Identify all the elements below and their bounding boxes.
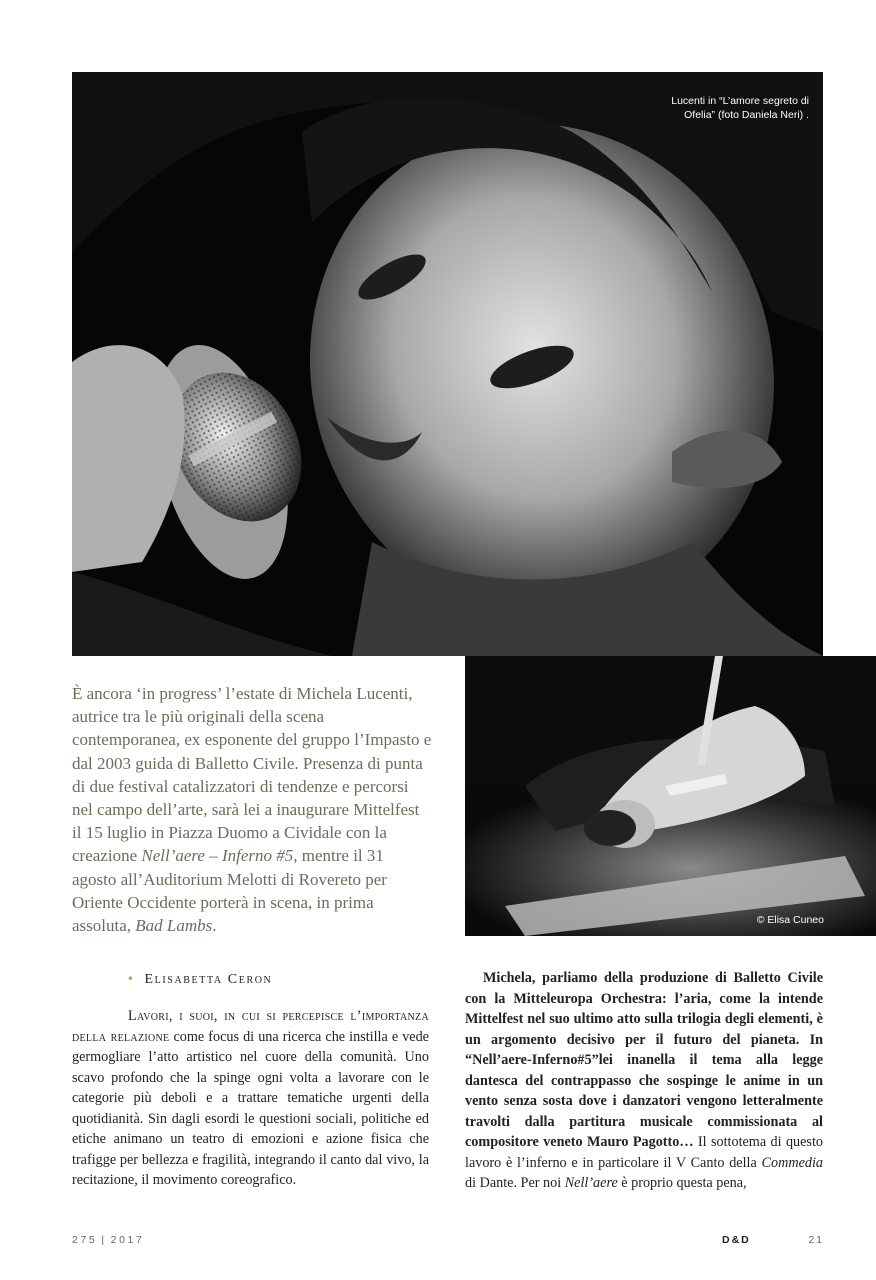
photo-caption: Lucenti in “L’amore segreto di Ofelia” (foto Daniela Neri) . [671,95,809,121]
article-right-column [465,968,823,1194]
secondary-photo-art [465,656,876,936]
footer-issue [72,1234,144,1246]
interview-answer-title: Commedia [761,1154,823,1171]
page-number: 21 [808,1234,824,1246]
footer-separator: | [101,1234,107,1246]
article-left-column [72,1006,429,1191]
issue-number: 275 [72,1234,98,1246]
intro-text-1: È ancora ‘in progress’ l’estate di Michela Lucenti, autrice tra le più originali della scena contemporanea, ex esponente del gruppo l’Impasto e dal 2003 guida di Balletto Civile. Presenza di punta di due festival catalizzatori di tendenze e percorsi nel campo dell’arte, sarà lei a inaugurare Mittelfest il 15 luglio in Piazza Duomo a Cividale con la creazione [72,684,432,866]
intro-title-1: Nell’aere – Inferno #5, [141,846,298,866]
author-name: Elisabetta Ceron [144,972,273,987]
magazine-name: D&D [722,1234,751,1246]
intro-title-2: Bad Lambs [135,916,213,936]
intro-text-3: . [212,916,217,936]
intro-text-2: mentre il 31 agosto all’Auditorium Melotti di Rovereto per Oriente Occidente porterà in scena, in prima assoluta, [72,846,387,936]
article-lead: Lavori, i suoi, in cui si percepisce l’importanza della relazione [72,1008,429,1045]
byline-bullet-icon: • [128,972,135,987]
interview-answer-title-2: Nell’aere [564,1175,618,1191]
secondary-photo [465,656,876,936]
interview-answer-1: Il sottotema di questo lavoro è l’inferno e in particolare il V Canto della [465,1134,823,1171]
photo-credit: © Elisa Cuneo [756,914,824,926]
interview-answer-3: è proprio questa pena, [617,1175,747,1191]
interview-question: Michela, parliamo della produzione di Balletto Civile con la Mitteleuropa Orchestra: l’aria, come la intende Mittelfest nel suo ultimo atto sulla trilogia degli elementi, è un argomento decisivo per il futuro del pianeta. In “Nell’aere-Inferno#5”lei inanella il tema alla legge dantesca del contrappasso che sospinge le anime in un vento senza sosta dove i danzatori vengono letteralmente travolti dalla partitura musicale commissionata al compositore veneto Mauro Pagotto… [465,970,823,1150]
main-photo-art [72,72,823,656]
intro-paragraph [72,682,432,937]
byline [128,972,272,988]
issue-year: 2017 [110,1234,145,1246]
article-left-body: come focus di una ricerca che instilla e vede germogliare l’atto artistico nel cuore della comunità. Uno scavo profondo che la spinge ogni volta a lavorare con le categorie più deboli e a trattare tematiche urgenti della quotidianità. Sin dagli esordi le questioni sociali, politiche ed etiche animano un teatro di emozioni e azione fisica che trafigge per bellezza e fragilità, integrando il canto dal vivo, la recitazione, il movimento coreografico. [72,1028,429,1188]
interview-answer-2: di Dante. Per noi [465,1175,565,1191]
main-photo [72,72,823,656]
